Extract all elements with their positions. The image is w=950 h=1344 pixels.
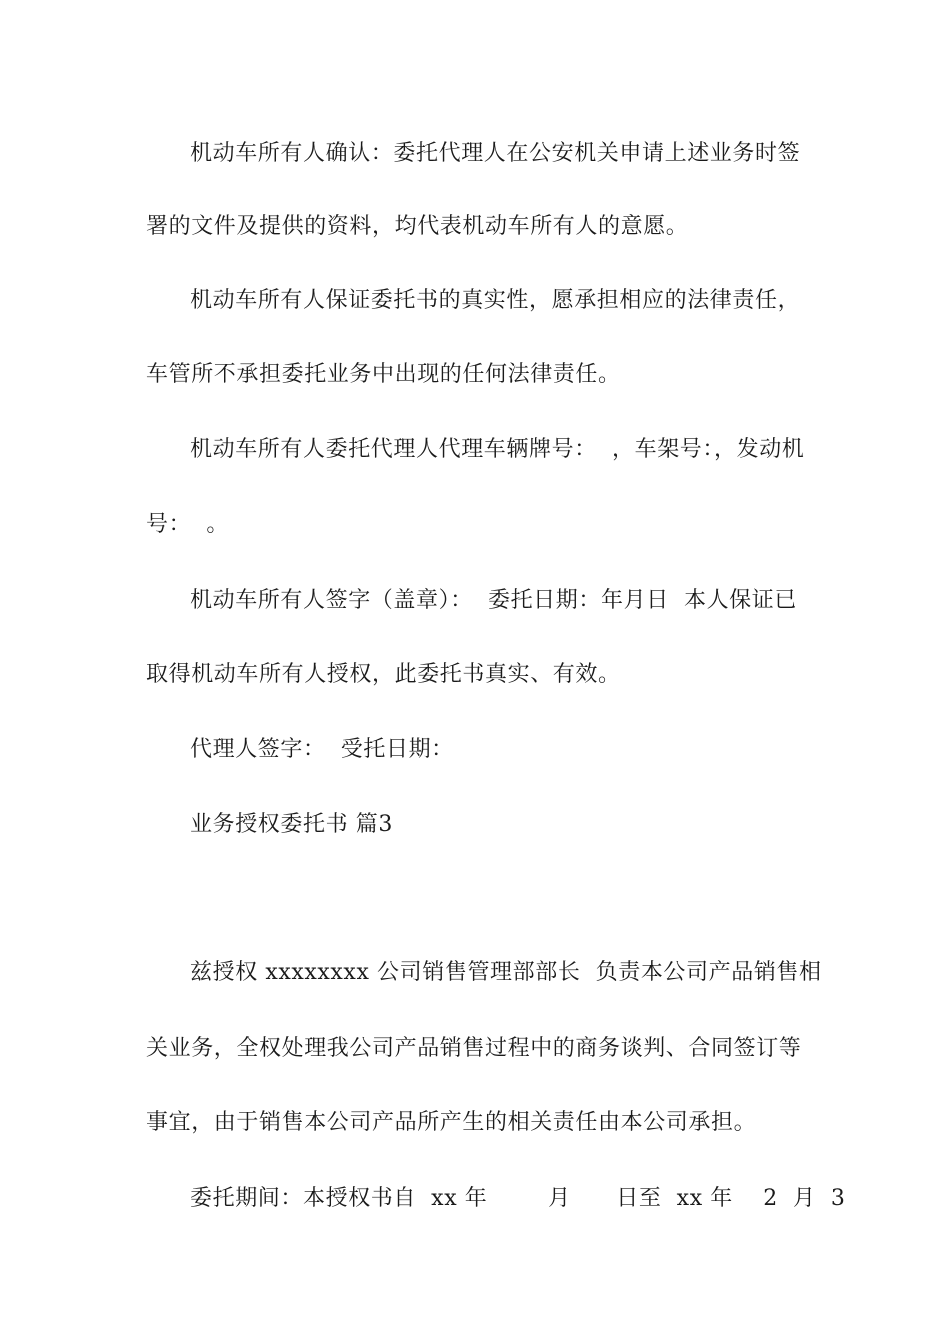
paragraph-owner-confirm-line-2: 署的文件及提供的资料，均代表机动车所有人的意愿。	[146, 214, 689, 239]
section-heading: 业务授权委托书 篇3	[190, 812, 393, 837]
paragraph-period-line-1: 委托期间：本授权书自 xx 年 月 日至 xx 年 2 月 3	[190, 1186, 846, 1211]
paragraph-owner-guarantee-line-2: 车管所不承担委托业务中出现的任何法律责任。	[146, 362, 621, 387]
paragraph-owner-signature-line-1: 机动车所有人签字（盖章）： 委托日期：年月日 本人保证已	[190, 588, 797, 613]
paragraph-authorization-line-1: 兹授权 xxxxxxxx 公司销售管理部部长 负责本公司产品销售相	[190, 960, 822, 985]
paragraph-authorization-line-3: 事宜，由于销售本公司产品所产生的相关责任由本公司承担。	[146, 1110, 757, 1135]
paragraph-owner-confirm-line-1: 机动车所有人确认：委托代理人在公安机关申请上述业务时签	[190, 141, 801, 166]
paragraph-owner-signature-line-2: 取得机动车所有人授权，此委托书真实、有效。	[146, 662, 621, 687]
paragraph-authorization-line-2: 关业务，全权处理我公司产品销售过程中的商务谈判、合同签订等	[146, 1036, 802, 1061]
paragraph-vehicle-info-line-2: 号： 。	[146, 512, 229, 537]
paragraph-vehicle-info-line-1: 机动车所有人委托代理人代理车辆牌号： ，车架号：，发动机	[190, 437, 805, 462]
paragraph-owner-guarantee-line-1: 机动车所有人保证委托书的真实性，愿承担相应的法律责任，	[190, 288, 801, 313]
agent-signature-line: 代理人签字： 受托日期：	[190, 737, 454, 762]
